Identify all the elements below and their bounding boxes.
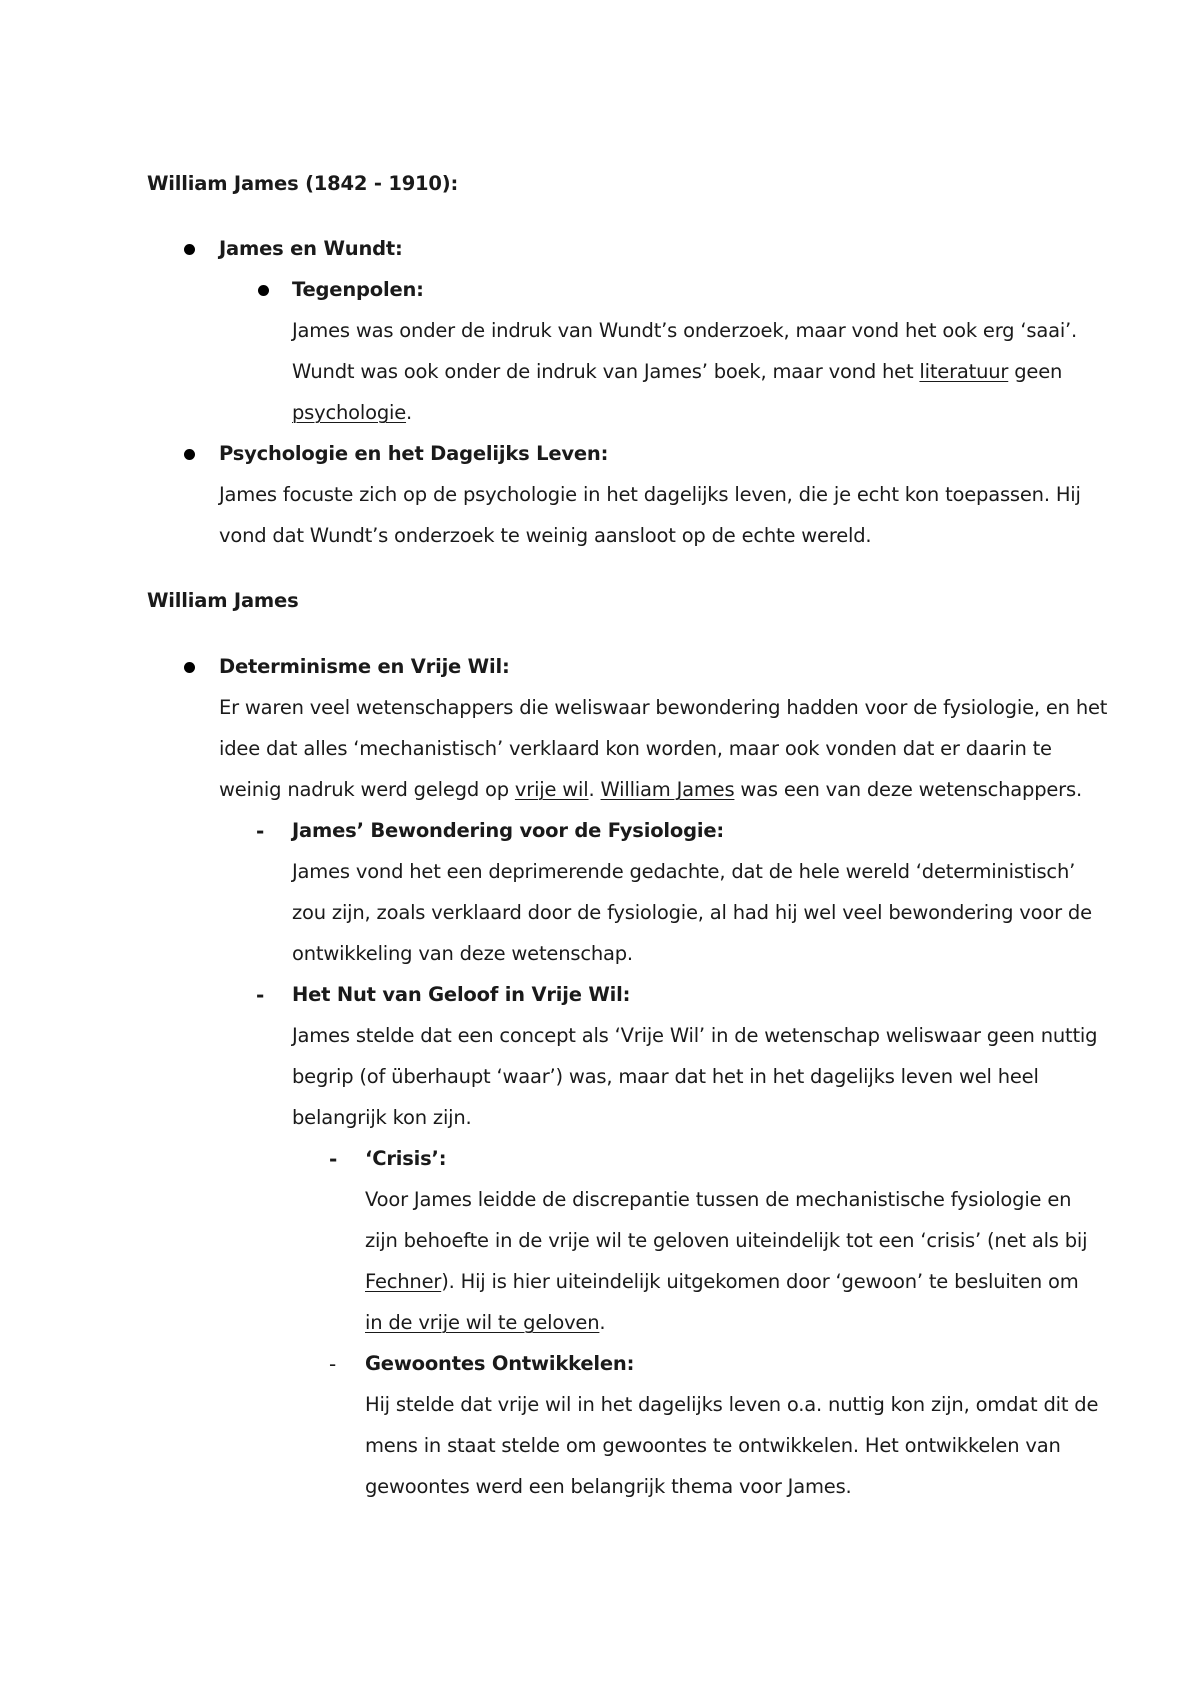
dash-bullet-icon: - [256, 983, 265, 1007]
underlined-phrase-vrije-wil-geloven: in de vrije wil te geloven [365, 1311, 600, 1334]
paragraph-line [292, 400, 412, 426]
text-span: . [406, 401, 413, 424]
subsection-title-gewoontes-ontwikkelen: Gewoontes Ontwikkelen: [365, 1352, 635, 1375]
paragraph-line: vond dat Wundt’s onderzoek te weinig aansloot op de echte wereld. [219, 524, 872, 547]
dash-bullet-icon: - [329, 1352, 337, 1376]
text-span: ). Hij is hier uiteindelijk uitgekomen door ‘gewoon’ te besluiten om [441, 1270, 1079, 1293]
paragraph-line: belangrijk kon zijn. [292, 1106, 472, 1129]
subsection-title-bewondering-fysiologie: James’ Bewondering voor de Fysiologie: [292, 819, 724, 842]
underlined-term-fechner: Fechner [365, 1270, 442, 1293]
paragraph-line: begrip (of überhaupt ‘waar’) was, maar dat het in het dagelijks leven wel heel [292, 1065, 1039, 1088]
bullet-dot-icon [258, 285, 269, 296]
paragraph-line: Hij stelde dat vrije wil in het dagelijks leven o.a. nuttig kon zijn, omdat dit de [365, 1393, 1099, 1416]
paragraph-line: gewoontes werd een belangrijk thema voor James. [365, 1475, 852, 1498]
text-span: geen [1008, 360, 1063, 383]
paragraph-line: zijn behoefte in de vrije wil te geloven uiteindelijk tot een ‘crisis’ (net als bij [365, 1229, 1088, 1252]
paragraph-line: Er waren veel wetenschappers die weliswaar bewondering hadden voor de fysiologie, en het [219, 696, 1108, 719]
paragraph-line [365, 1269, 1079, 1295]
underlined-term-psychologie: psychologie [292, 401, 407, 424]
subsection-title-nut-geloof-vrije-wil: Het Nut van Geloof in Vrije Wil: [292, 983, 631, 1006]
paragraph-line: zou zijn, zoals verklaard door de fysiologie, al had hij wel veel bewondering voor de [292, 901, 1092, 924]
paragraph-line: James vond het een deprimerende gedachte, dat de hele wereld ‘deterministisch’ [292, 860, 1076, 883]
bullet-dot-icon [184, 662, 195, 673]
paragraph-line: idee dat alles ‘mechanistisch’ verklaard kon worden, maar ook vonden dat er daarin te [219, 737, 1052, 760]
section-title-psychologie-dagelijks-leven: Psychologie en het Dagelijks Leven: [219, 442, 609, 465]
text-span: weinig nadruk werd gelegd op [219, 778, 515, 801]
underlined-term-vrije-wil: vrije wil [514, 778, 589, 801]
paragraph-line [365, 1310, 605, 1336]
paragraph-line [292, 359, 1062, 385]
paragraph-line: James was onder de indruk van Wundt’s onderzoek, maar vond het ook erg ‘saai’. [292, 319, 1078, 342]
section-title-james-en-wundt: James en Wundt: [219, 237, 403, 260]
subsection-title-crisis: ‘Crisis’: [365, 1147, 447, 1170]
text-span: Wundt was ook onder de indruk van James’ boek, maar vond het [292, 360, 920, 383]
paragraph-line: ontwikkeling van deze wetenschap. [292, 942, 633, 965]
paragraph-line: James stelde dat een concept als ‘Vrije Wil’ in de wetenschap weliswaar geen nuttig [292, 1024, 1098, 1047]
underlined-term-william-james: William James [600, 778, 735, 801]
text-span: was een van deze wetenschappers. [734, 778, 1082, 801]
paragraph-line: Voor James leidde de discrepantie tussen de mechanistische fysiologie en [365, 1188, 1072, 1211]
heading-william-james: William James [147, 589, 299, 612]
underlined-term-literatuur: literatuur [919, 360, 1009, 383]
text-span: . [588, 778, 601, 801]
subsection-title-tegenpolen: Tegenpolen: [292, 278, 424, 301]
paragraph-line: James focuste zich op de psychologie in het dagelijks leven, die je echt kon toepassen. Hij [219, 483, 1081, 506]
paragraph-line [219, 777, 1082, 803]
text-span: . [599, 1311, 606, 1334]
paragraph-line: mens in staat stelde om gewoontes te ontwikkelen. Het ontwikkelen van [365, 1434, 1061, 1457]
section-title-determinisme-vrije-wil: Determinisme en Vrije Wil: [219, 655, 510, 678]
bullet-dot-icon [184, 449, 195, 460]
bullet-dot-icon [184, 244, 195, 255]
dash-bullet-icon: - [329, 1147, 338, 1171]
dash-bullet-icon: - [256, 819, 265, 843]
heading-william-james-dates: William James (1842 - 1910): [147, 172, 459, 195]
